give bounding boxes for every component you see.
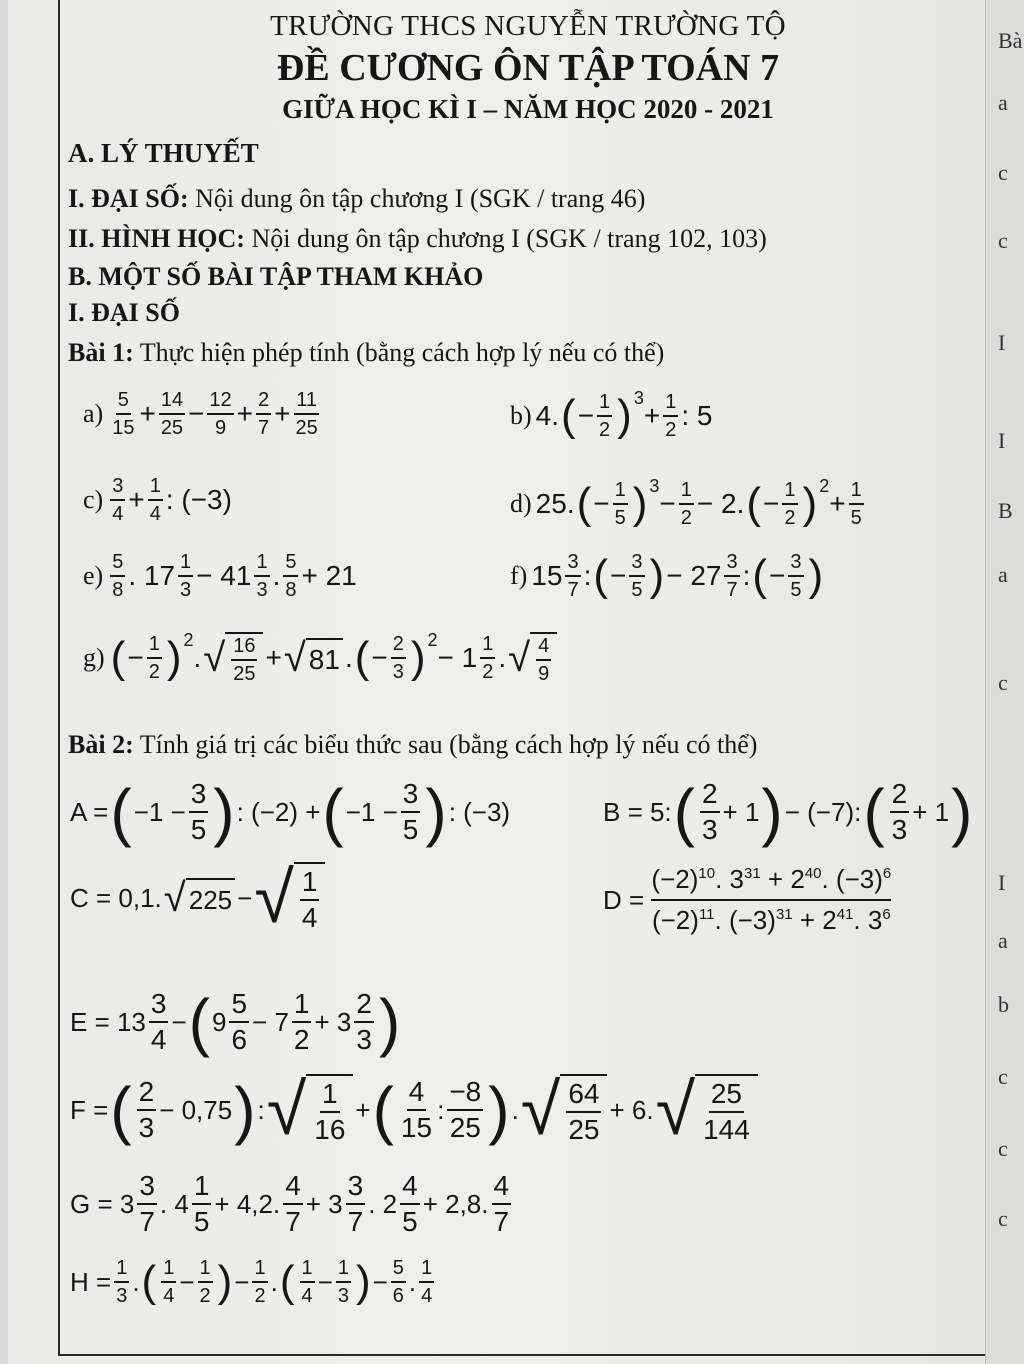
- exercise-1a: a) 5 15 + 14 25 − 12 9 + 2 7 + 11 25: [83, 389, 318, 439]
- document-title: ĐỀ CƯƠNG ÔN TẬP TOÁN 7: [276, 47, 780, 89]
- exercise-1c: c) 3 4 + 1 4 : (−3): [83, 475, 232, 525]
- paper-sheet: [8, 0, 1013, 1364]
- gutter-text-10: I: [998, 870, 1006, 895]
- exercise-2-text: Tính giá trị các biểu thức sau (bằng cách hợp lý nếu có thể): [133, 730, 758, 759]
- expression-h: H = 1 3 . ( 1 4 − 1 2 ) − 1 2 . ( 1 4 − 1 3 ) − 5 6 . 1 4: [70, 1257, 433, 1307]
- gutter-text-8: a: [998, 562, 1008, 587]
- exercise-1-label: Bài 1:: [68, 338, 134, 367]
- exercise-1-heading: [68, 338, 664, 368]
- expression-a: A = ( −1 − 3 5 ) : (−2) + ( −1 − 3 5 ) : (−3): [70, 776, 511, 848]
- gutter-text-14: c: [998, 1136, 1008, 1161]
- document-subtitle: GIỮA HỌC KÌ I – NĂM HỌC 2020 - 2021: [282, 94, 774, 124]
- gutter-text-3: c: [998, 160, 1008, 185]
- gutter-text-9: c: [998, 670, 1008, 695]
- expression-g: G = 3 3 7 . 4 1 5 + 4,2. 4 7 + 3 3 7 . 2 4 5 + 2,8. 4 7: [70, 1170, 510, 1237]
- gutter-text-13: c: [998, 1064, 1008, 1089]
- section-a-title: A. LÝ THUYẾT: [68, 138, 259, 168]
- section-geometry-label: II. HÌNH HỌC:: [68, 224, 245, 253]
- next-page-edge: [985, 0, 1024, 1364]
- exercise-1g: g) ( − 1 2 ) $^2$ . √ 16 25 + √ 81 . ( − 2 3 ) $^2$ − 1 1 2 . √ 4 9: [83, 632, 559, 684]
- expression-e: E = 13 3 4 − ( 9 5 6 − 7 1 2 + 3 2 3 ): [70, 986, 401, 1058]
- section-algebra-text: Nội dung ôn tập chương I (SGK / trang 46): [188, 184, 646, 213]
- exercise-2-label: Bài 2:: [68, 730, 134, 759]
- gutter-text-5: I: [998, 330, 1006, 355]
- exercise-2-heading: [68, 730, 757, 760]
- expression-c: C = 0,1. √ 225 − √ 1 4: [70, 862, 327, 934]
- section-b-title: B. MỘT SỐ BÀI TẬP THAM KHẢO: [68, 262, 484, 291]
- section-geometry-theory: [68, 224, 767, 254]
- section-b-algebra: I. ĐẠI SỐ: [68, 298, 180, 327]
- section-algebra-label: I. ĐẠI SỐ:: [68, 184, 189, 213]
- section-geometry-text: Nội dung ôn tập chương I (SGK / trang 102, 103): [244, 224, 767, 253]
- school-name: TRƯỜNG THCS NGUYỄN TRƯỜNG TỘ: [270, 10, 786, 42]
- expression-b: B = 5: ( 2 3 + 1 ) − (−7): ( 2 3 + 1 ): [603, 776, 973, 848]
- gutter-text-2: a: [998, 90, 1008, 115]
- gutter-text-12: b: [998, 992, 1009, 1017]
- gutter-text-15: c: [998, 1206, 1008, 1231]
- gutter-text-7: B: [998, 498, 1013, 523]
- expression-d: D = $(-2)^{10}$. $3^{31} + 2^{40}$. $(-3)^6$ $(-2)^{11}$. $(-3)^{31} + 2^{41}$. $3^6$: [603, 864, 892, 935]
- exercise-1f: f) 15 3 7 : ( − 3 5 ) − 27 3 7 : ( − 3 5 ): [510, 551, 824, 601]
- gutter-text-11: a: [998, 928, 1008, 953]
- gutter-text-1: Bà: [998, 28, 1023, 53]
- exercise-1-text: Thực hiện phép tính (bằng cách hợp lý nếu có thể): [133, 338, 665, 367]
- exercise-1b: b) 4. ( − 1 2 ) $^3$ + 1 2 : 5: [510, 387, 713, 441]
- gutter-text-4: c: [998, 228, 1008, 253]
- gutter-text-6: I: [998, 428, 1006, 453]
- exercise-1e: e) 5 8 . 17 1 3 − 41 1 3 . 5 8 + 21: [83, 551, 357, 601]
- expression-f: F = ( 2 3 − 0,75 ) : √ 1 16 + ( 4 15 : −8 25 ) . √ 64 25 + 6. √ 25 144: [70, 1074, 760, 1146]
- section-algebra-theory: [68, 184, 645, 214]
- exercise-1d: d) 25. ( − 1 5 ) $^3$ − 1 2 − 2. ( − 1 2 ) $^2$ + 1 5: [510, 475, 862, 529]
